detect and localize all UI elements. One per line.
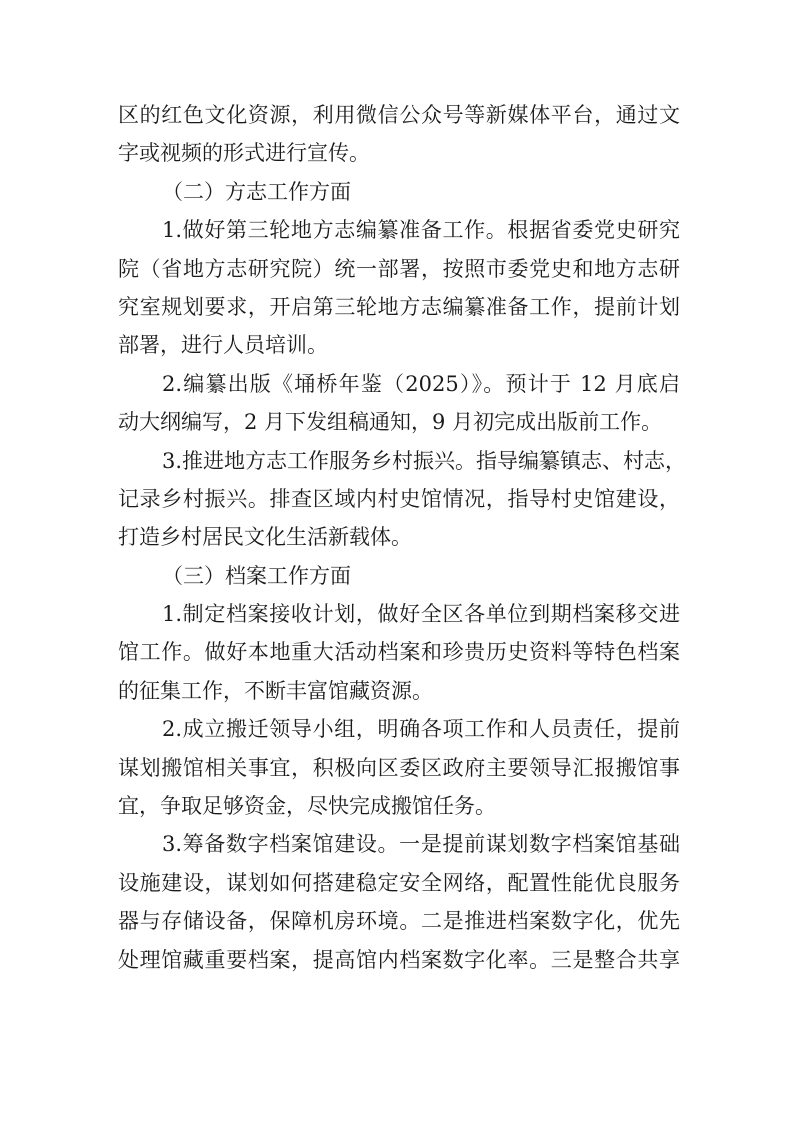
paragraph-line: 2.编纂出版《埇桥年鉴（2025）》。预计于 12 月底启 <box>162 371 680 396</box>
paragraph-line: 院（省地方志研究院）统一部署，按照市委党史和地方志研 <box>118 256 680 281</box>
paragraph-line: 究室规划要求，开启第三轮地方志编纂准备工作，提前计划 <box>118 294 680 319</box>
document-body <box>118 96 687 979</box>
paragraph-line: 字或视频的形式进行宣传。 <box>118 141 370 166</box>
paragraph-line: 1.制定档案接收计划，做好全区各单位到期档案移交进 <box>162 602 680 627</box>
paragraph-line: 2.成立搬迁领导小组，明确各项工作和人员责任，提前 <box>162 717 680 742</box>
paragraph-line: 宜，争取足够资金，尽快完成搬馆任务。 <box>118 794 496 819</box>
paragraph-line: 处理馆藏重要档案，提高馆内档案数字化率。三是整合共享 <box>118 947 680 972</box>
paragraph-line: 1.做好第三轮地方志编纂准备工作。根据省委党史研究 <box>162 218 680 243</box>
paragraph-line: 馆工作。做好本地重大活动档案和珍贵历史资料等特色档案 <box>118 640 680 665</box>
paragraph-line: 设施建设，谋划如何搭建稳定安全网络，配置性能优良服务 <box>118 870 680 895</box>
paragraph-line: 器与存储设备，保障机房环境。二是推进档案数字化，优先 <box>118 909 680 934</box>
paragraph-line: 打造乡村居民文化生活新载体。 <box>118 525 412 550</box>
paragraph-line: 区的红色文化资源，利用微信公众号等新媒体平台，通过文 <box>118 103 680 127</box>
paragraph-line: 的征集工作，不断丰富馆藏资源。 <box>118 678 433 703</box>
paragraph-line: 3.推进地方志工作服务乡村振兴。指导编纂镇志、村志， <box>162 448 687 473</box>
paragraph-line: 记录乡村振兴。排查区域内村史馆情况，指导村史馆建设， <box>118 486 680 511</box>
paragraph-line: 部署，进行人员培训。 <box>118 333 328 358</box>
paragraph-line: 动大纲编写，2 月下发组稿通知，9 月初完成出版前工作。 <box>118 410 663 435</box>
section-heading: （三）档案工作方面 <box>162 563 351 588</box>
section-heading: （二）方志工作方面 <box>162 179 351 204</box>
paragraph-line: 3.筹备数字档案馆建设。一是提前谋划数字档案馆基础 <box>162 832 680 857</box>
paragraph-line: 谋划搬馆相关事宜，积极向区委区政府主要领导汇报搬馆事 <box>118 755 680 780</box>
